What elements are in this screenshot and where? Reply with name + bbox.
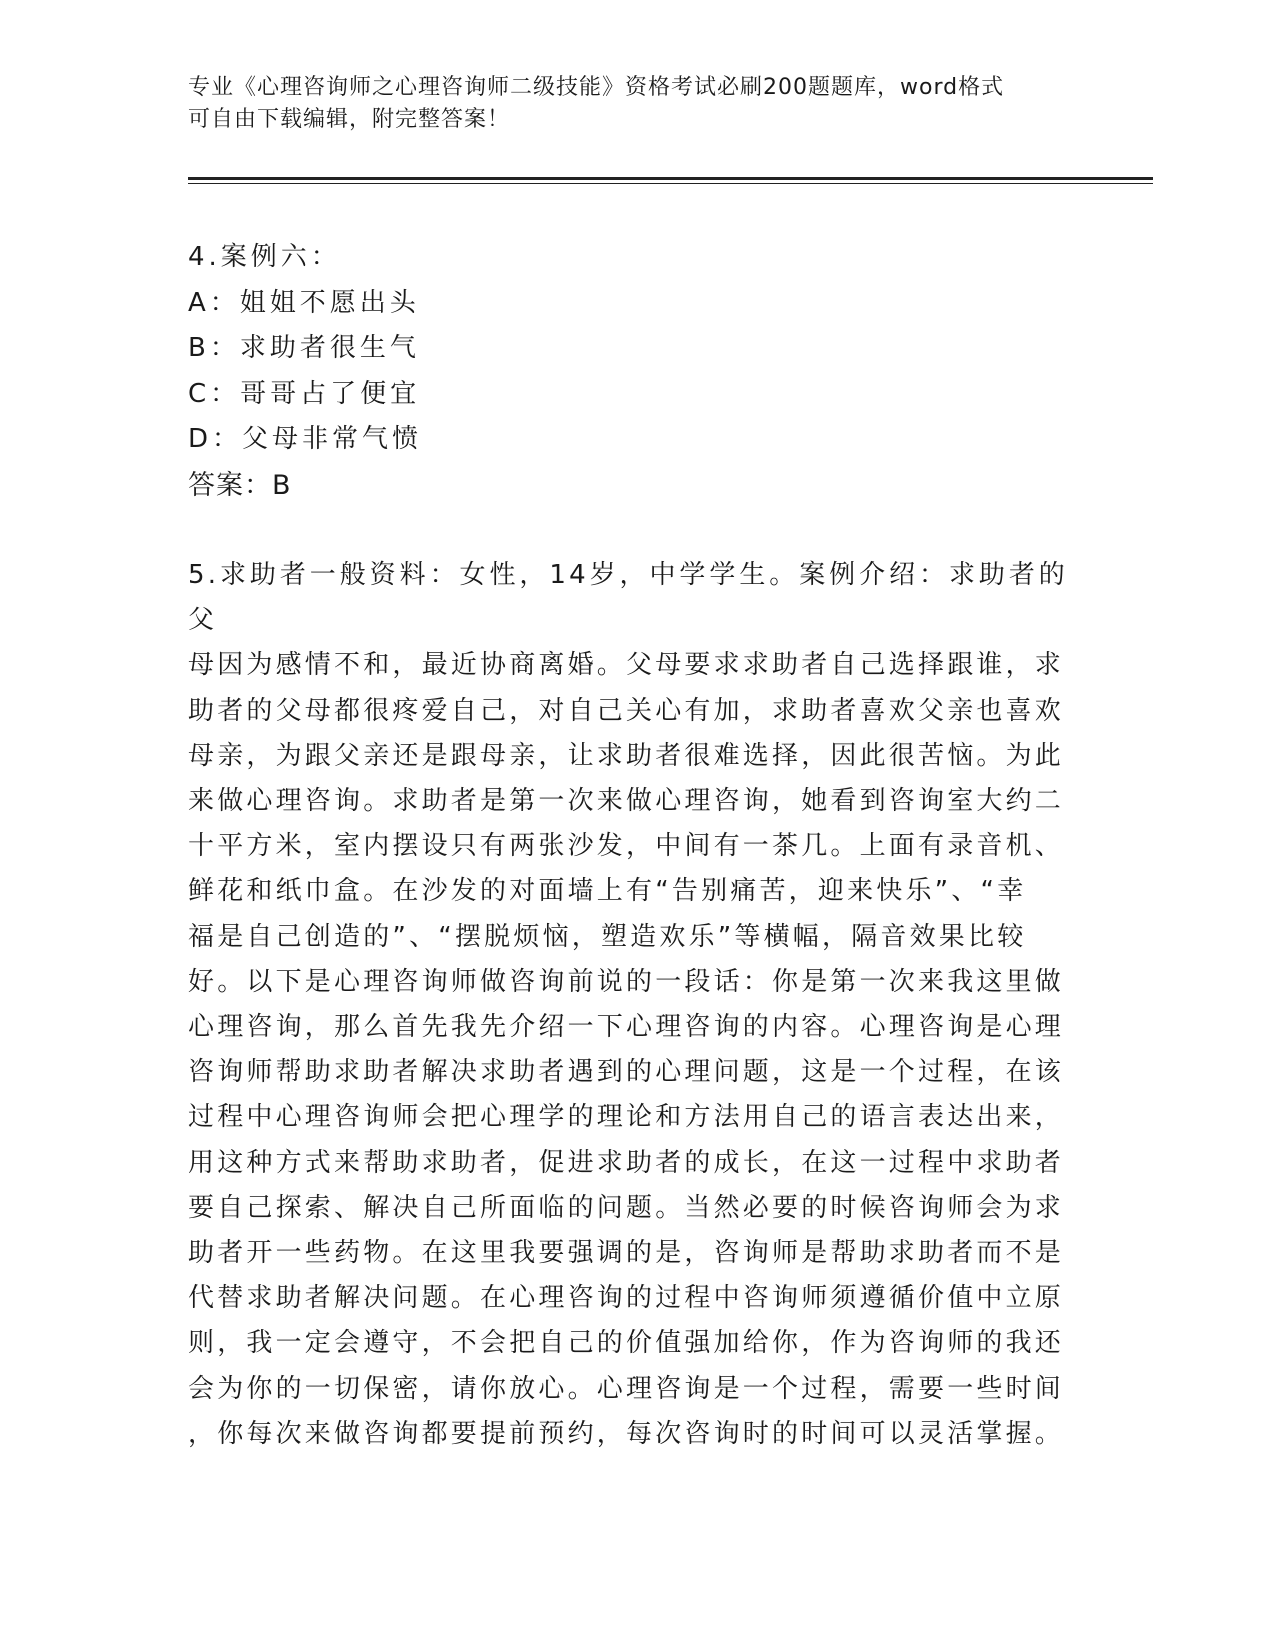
question-5-line: 鲜花和纸巾盒。在沙发的对面墙上有“告别痛苦，迎来快乐”、“幸 <box>188 876 1027 907</box>
question-4 <box>188 235 1088 508</box>
question-5 <box>188 553 1068 1457</box>
question-5-line: 来做心理咨询。求助者是第一次来做心理咨询，她看到咨询室大约二 <box>188 786 1065 817</box>
header-line-2: 可自由下载编辑，附完整答案！ <box>188 107 511 132</box>
answer-line: 答案：B <box>188 469 292 501</box>
question-5-line: 助者开一些药物。在这里我要强调的是，咨询师是帮助求助者而不是 <box>188 1238 1065 1269</box>
question-5-line: ，你每次来做咨询都要提前预约，每次咨询时的时间可以灵活掌握。 <box>188 1418 1065 1449</box>
question-5-line: 助者的父母都很疼爱自己，对自己关心有加，求助者喜欢父亲也喜欢 <box>188 695 1065 726</box>
question-5-line: 过程中心理咨询师会把心理学的理论和方法用自己的语言表达出来， <box>188 1102 1065 1133</box>
option-d: D：父母非常气愤 <box>188 424 423 454</box>
question-5-line: 福是自己创造的”、“摆脱烦恼，塑造欢乐”等横幅，隔音效果比较 <box>188 921 1027 952</box>
question-5-line: 咨询师帮助求助者解决求助者遇到的心理问题，这是一个过程，在该 <box>188 1057 1065 1088</box>
question-5-line: 会为你的一切保密，请你放心。心理咨询是一个过程，需要一些时间 <box>188 1373 1065 1404</box>
option-b: B：求助者很生气 <box>188 333 420 363</box>
option-a: A：姐姐不愿出头 <box>188 287 420 318</box>
header-line-1: 专业《心理咨询师之心理咨询师二级技能》资格考试必刷200题题库，word格式 <box>188 75 1005 100</box>
header-divider-thick <box>188 177 1153 180</box>
header-divider-thin <box>188 183 1153 184</box>
question-5-line: 十平方米，室内摆设只有两张沙发，中间有一茶几。上面有录音机、 <box>188 831 1065 862</box>
question-5-line: 用这种方式来帮助求助者，促进求助者的成长，在这一过程中求助者 <box>188 1147 1065 1178</box>
question-5-line: 母亲，为跟父亲还是跟母亲，让求助者很难选择，因此很苦恼。为此 <box>188 740 1065 771</box>
document-header <box>188 72 1068 136</box>
question-5-line: 则，我一定会遵守，不会把自己的价值强加给你，作为咨询师的我还 <box>188 1328 1065 1359</box>
question-5-line: 心理咨询，那么首先我先介绍一下心理咨询的内容。心理咨询是心理 <box>188 1012 1065 1043</box>
question-5-line: 5.求助者一般资料：女性，14岁，中学学生。案例介绍：求助者的父 <box>188 560 1068 636</box>
question-5-line: 好。以下是心理咨询师做咨询前说的一段话：你是第一次来我这里做 <box>188 966 1065 997</box>
question-5-line: 母因为感情不和，最近协商离婚。父母要求求助者自己选择跟谁，求 <box>188 650 1065 681</box>
option-c: C：哥哥占了便宜 <box>188 378 421 409</box>
question-5-line: 代替求助者解决问题。在心理咨询的过程中咨询师须遵循价值中立原 <box>188 1283 1065 1314</box>
question-5-line: 要自己探索、解决自己所面临的问题。当然必要的时候咨询师会为求 <box>188 1192 1065 1223</box>
question-stem: 4.案例六： <box>188 242 341 272</box>
